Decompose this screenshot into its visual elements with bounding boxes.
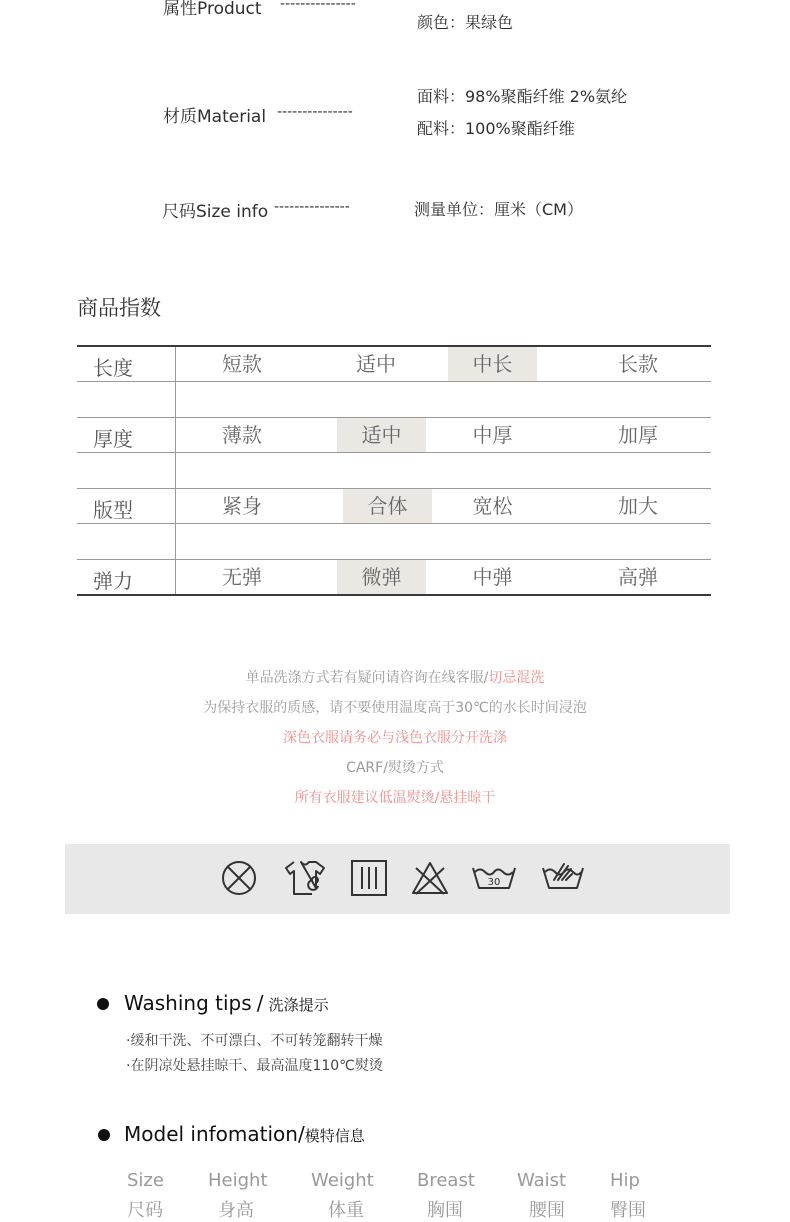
table-divider: [175, 524, 176, 559]
index-option-selected: 微弹: [337, 560, 426, 594]
index-option: 无弹: [222, 565, 262, 589]
size-unit-value: 测量单位：厘米（CM）: [414, 200, 583, 219]
index-head: 版型: [93, 498, 133, 522]
model-col-breast-cn: 胸围: [427, 1200, 463, 1221]
lining-value: 配料：100%聚酯纤维: [417, 119, 575, 138]
index-row-length: [77, 345, 711, 381]
index-option: 加厚: [618, 423, 658, 447]
material-dash: ---------------: [277, 104, 353, 120]
washing-tips-heading: [124, 991, 329, 1015]
product-index-table: [77, 345, 711, 596]
model-info-heading: [124, 1122, 365, 1146]
index-option: 宽松: [472, 494, 513, 518]
no-bleach-icon: [410, 858, 450, 898]
model-col-waist: Waist: [517, 1170, 567, 1191]
table-divider: [175, 418, 176, 452]
index-row-fit: [77, 488, 711, 523]
washing-tips-slash: /: [256, 991, 264, 1015]
index-spacer-row: [77, 523, 711, 559]
size-label: 尺码Size info: [162, 202, 269, 222]
attr-dash: ---------------: [280, 0, 356, 12]
line-dry-icon: [282, 858, 328, 898]
model-col-hip-cn: 臀围: [610, 1200, 646, 1221]
table-divider: [175, 347, 176, 381]
model-info-title: Model infomation/: [124, 1122, 305, 1146]
care-line-2: 为保持衣服的质感，请不要使用温度高于30℃的水长时间浸泡: [203, 700, 587, 716]
table-divider: [175, 489, 176, 523]
index-option: 中弹: [472, 565, 513, 589]
fabric-value: 面料：98%聚酯纤维 2%氨纶: [417, 87, 628, 106]
index-head: 厚度: [93, 427, 133, 451]
index-option-selected: 适中: [337, 418, 426, 452]
model-col-breast: Breast: [417, 1170, 475, 1191]
bullet-dot: [97, 998, 109, 1010]
index-option: 中厚: [472, 423, 513, 447]
index-head: 弹力: [93, 569, 133, 593]
index-option: 紧身: [222, 494, 262, 518]
index-option: 加大: [618, 494, 658, 518]
table-divider: [175, 382, 176, 417]
model-col-size: Size: [127, 1170, 164, 1191]
index-row-elasticity: [77, 559, 711, 596]
care-line-3: 深色衣服请务必与浅色衣服分开洗涤: [283, 730, 507, 746]
care-line-4: CARF/熨烫方式: [346, 760, 444, 776]
care-line-5: 所有衣服建议低温熨烫/悬挂晾干: [294, 790, 496, 806]
attr-label: 属性Product: [163, 0, 262, 19]
index-option: 短款: [222, 352, 262, 376]
index-title: 商品指数: [77, 296, 161, 320]
wash-temp-label: 30: [487, 877, 501, 888]
table-divider: [175, 453, 176, 488]
model-col-hip: Hip: [610, 1170, 640, 1191]
index-option-selected: 中长: [448, 347, 537, 381]
index-option: 高弹: [618, 565, 658, 589]
washing-tips-title: Washing tips: [124, 991, 252, 1015]
model-col-size-cn: 尺码: [127, 1200, 163, 1221]
washing-tips-subtitle: 洗涤提示: [268, 996, 329, 1014]
care-line-1: [0, 667, 790, 687]
care-no-mix-text: 切忌混洗: [488, 670, 545, 686]
size-dash: ---------------: [274, 199, 350, 215]
model-col-waist-cn: 腰围: [529, 1200, 565, 1221]
index-option: 适中: [356, 352, 396, 376]
model-col-height: Height: [208, 1170, 268, 1191]
index-row-thickness: [77, 417, 711, 452]
care-icons-band: [65, 844, 730, 914]
material-label: 材质Material: [163, 107, 267, 127]
washing-tip-item: ·缓和干洗、不可漂白、不可转笼翻转干燥: [126, 1033, 383, 1049]
wash-30-icon: [470, 858, 518, 898]
index-spacer-row: [77, 452, 711, 488]
care-consult-text: 单品洗涤方式若有疑问请咨询在线客服/: [245, 670, 489, 686]
color-value: 颜色：果绿色: [417, 13, 514, 32]
index-spacer-row: [77, 381, 711, 417]
washing-tip-item: ·在阴凉处悬挂晾干、最高温度110℃熨烫: [126, 1058, 383, 1074]
hand-wash-icon: [540, 858, 586, 898]
bullet-dot: [98, 1129, 110, 1141]
model-col-weight-cn: 体重: [328, 1200, 364, 1221]
model-col-weight: Weight: [311, 1170, 374, 1191]
table-divider: [175, 560, 176, 594]
no-dry-clean-icon: [220, 858, 258, 898]
drip-dry-icon: [350, 858, 388, 898]
model-col-height-cn: 身高: [218, 1200, 254, 1221]
index-option: 薄款: [222, 423, 262, 447]
index-head: 长度: [93, 356, 133, 380]
index-option: 长款: [618, 352, 658, 376]
model-info-subtitle: 模特信息: [304, 1127, 365, 1145]
index-option-selected: 合体: [343, 489, 432, 523]
